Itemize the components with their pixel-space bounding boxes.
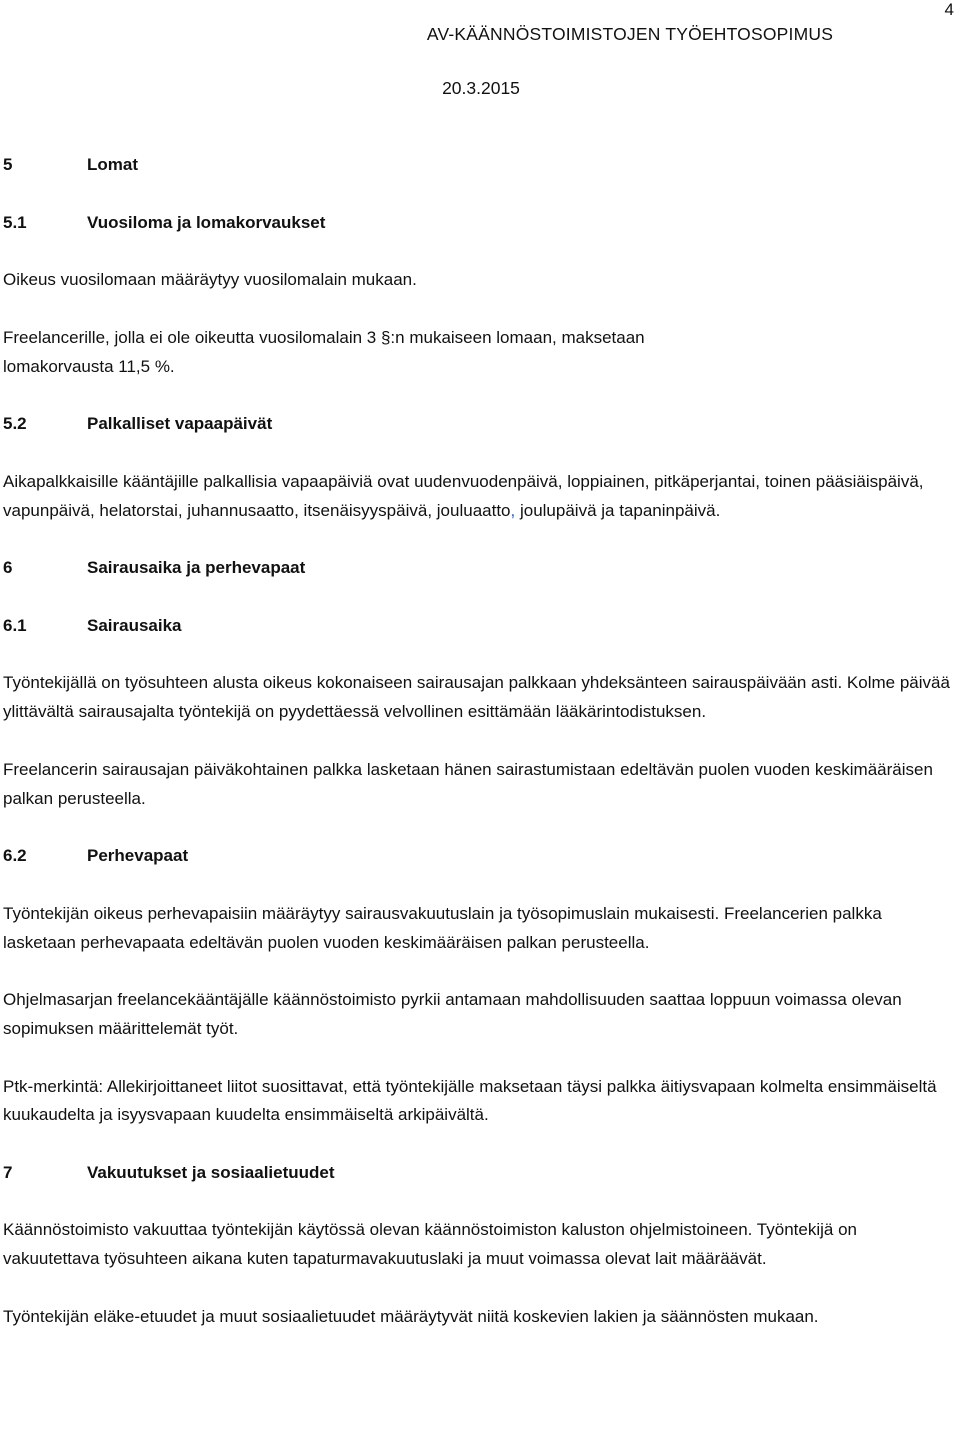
section-title: Palkalliset vapaapäivät bbox=[87, 414, 273, 434]
section-number: 5 bbox=[3, 155, 13, 174]
section-heading-7 bbox=[3, 1159, 953, 1188]
section-number: 7 bbox=[3, 1162, 13, 1182]
paragraph: Ohjelmasarjan freelancekääntäjälle käännöstoimisto pyrkii antamaan mahdollisuuden saattaa loppuun voimassa olevan sopimuksen määrittelemät työt. bbox=[3, 990, 902, 1038]
section-heading-6 bbox=[3, 554, 953, 583]
section-heading-5-1 bbox=[3, 209, 953, 238]
paragraph: Työntekijän oikeus perhevapaisiin määräytyy sairausvakuutuslain ja työsopimuslain mukaisesti. Freelancerien palkka lasketaan perhevapaata edeltävän puolen vuoden keskimääräisen palkan perusteella. bbox=[3, 903, 882, 952]
paragraph: Käännöstoimisto vakuuttaa työntekijän käytössä olevan käännöstoimiston kaluston ohjelmistoineen. Työntekijä on vakuutettava työsuhteen aikana kuten tapaturmavakuutuslaki ja muut voimassa olevat lait määräävät. bbox=[3, 1220, 857, 1269]
paragraph-text: , bbox=[510, 500, 516, 520]
paragraph: Työntekijän eläke-etuudet ja muut sosiaalietuudet määräytyvät niitä koskevien lakien ja säännösten mukaan. bbox=[3, 1306, 819, 1326]
paragraph: Freelancerin sairausajan päiväkohtainen palkka lasketaan hänen sairastumistaan edeltävän puolen vuoden keskimääräisen palkan perusteella. bbox=[3, 759, 933, 808]
section-heading-6-1 bbox=[3, 612, 953, 641]
paragraph bbox=[3, 468, 953, 526]
section-number: 5.1 bbox=[3, 212, 27, 232]
section-title: Vuosiloma ja lomakorvaukset bbox=[87, 212, 326, 232]
section-title: Vakuutukset ja sosiaalietuudet bbox=[87, 1162, 335, 1182]
page-number: 4 bbox=[944, 0, 954, 19]
paragraph: Oikeus vuosilomaan määräytyy vuosilomalain mukaan. bbox=[3, 270, 417, 290]
section-title: Lomat bbox=[87, 155, 138, 174]
document-date bbox=[0, 76, 960, 100]
section-number: 6.1 bbox=[3, 615, 27, 635]
document-body bbox=[3, 151, 953, 1332]
section-title: Sairausaika ja perhevapaat bbox=[87, 558, 306, 578]
section-heading-5-2 bbox=[3, 410, 953, 439]
section-heading-6-2 bbox=[3, 842, 953, 871]
section-heading-5 bbox=[3, 151, 953, 180]
paragraph: Ptk-merkintä: Allekirjoittaneet liitot suosittavat, että työntekijälle maksetaan täysi palkka äitiysvapaan kolmelta ensimmäiseltä kuukaudelta ja isyysvapaan kuudelta ensimmäiseltä arkipäivältä. bbox=[3, 1076, 937, 1125]
paragraph-text: joulupäivä ja tapaninpäivä. bbox=[515, 500, 721, 520]
section-number: 6 bbox=[3, 558, 13, 578]
paragraph-text: Aikapalkkaisille kääntäjille palkallisia vapaapäiviä ovat uudenvuodenpäivä, loppiainen, pitkäperjantai, toinen pääsiäispäivä, vapunpäivä, helatorstai, juhannusaatto, itsenäisyyspäivä, jouluaatto bbox=[3, 471, 924, 520]
document-date-text: 20.3.2015 bbox=[442, 78, 520, 98]
section-number: 5.2 bbox=[3, 414, 27, 434]
section-number: 6.2 bbox=[3, 846, 27, 866]
section-title: Sairausaika bbox=[87, 615, 182, 635]
document-title: AV-KÄÄNNÖSTOIMISTOJEN TYÖEHTOSOPIMUS bbox=[426, 24, 834, 44]
section-title: Perhevapaat bbox=[87, 846, 189, 866]
paragraph: Freelancerille, jolla ei ole oikeutta vuosilomalain 3 §:n mukaiseen lomaan, maksetaan lomakorvausta 11,5 %. bbox=[3, 327, 645, 376]
paragraph: Työntekijällä on työsuhteen alusta oikeus kokonaiseen sairausajan palkkaan yhdeksänteen sairauspäivään asti. Kolme päivää ylittävältä sairausajalta työntekijä on pyydettäessä velvollinen esittämään lääkärintodistuksen. bbox=[3, 673, 950, 722]
